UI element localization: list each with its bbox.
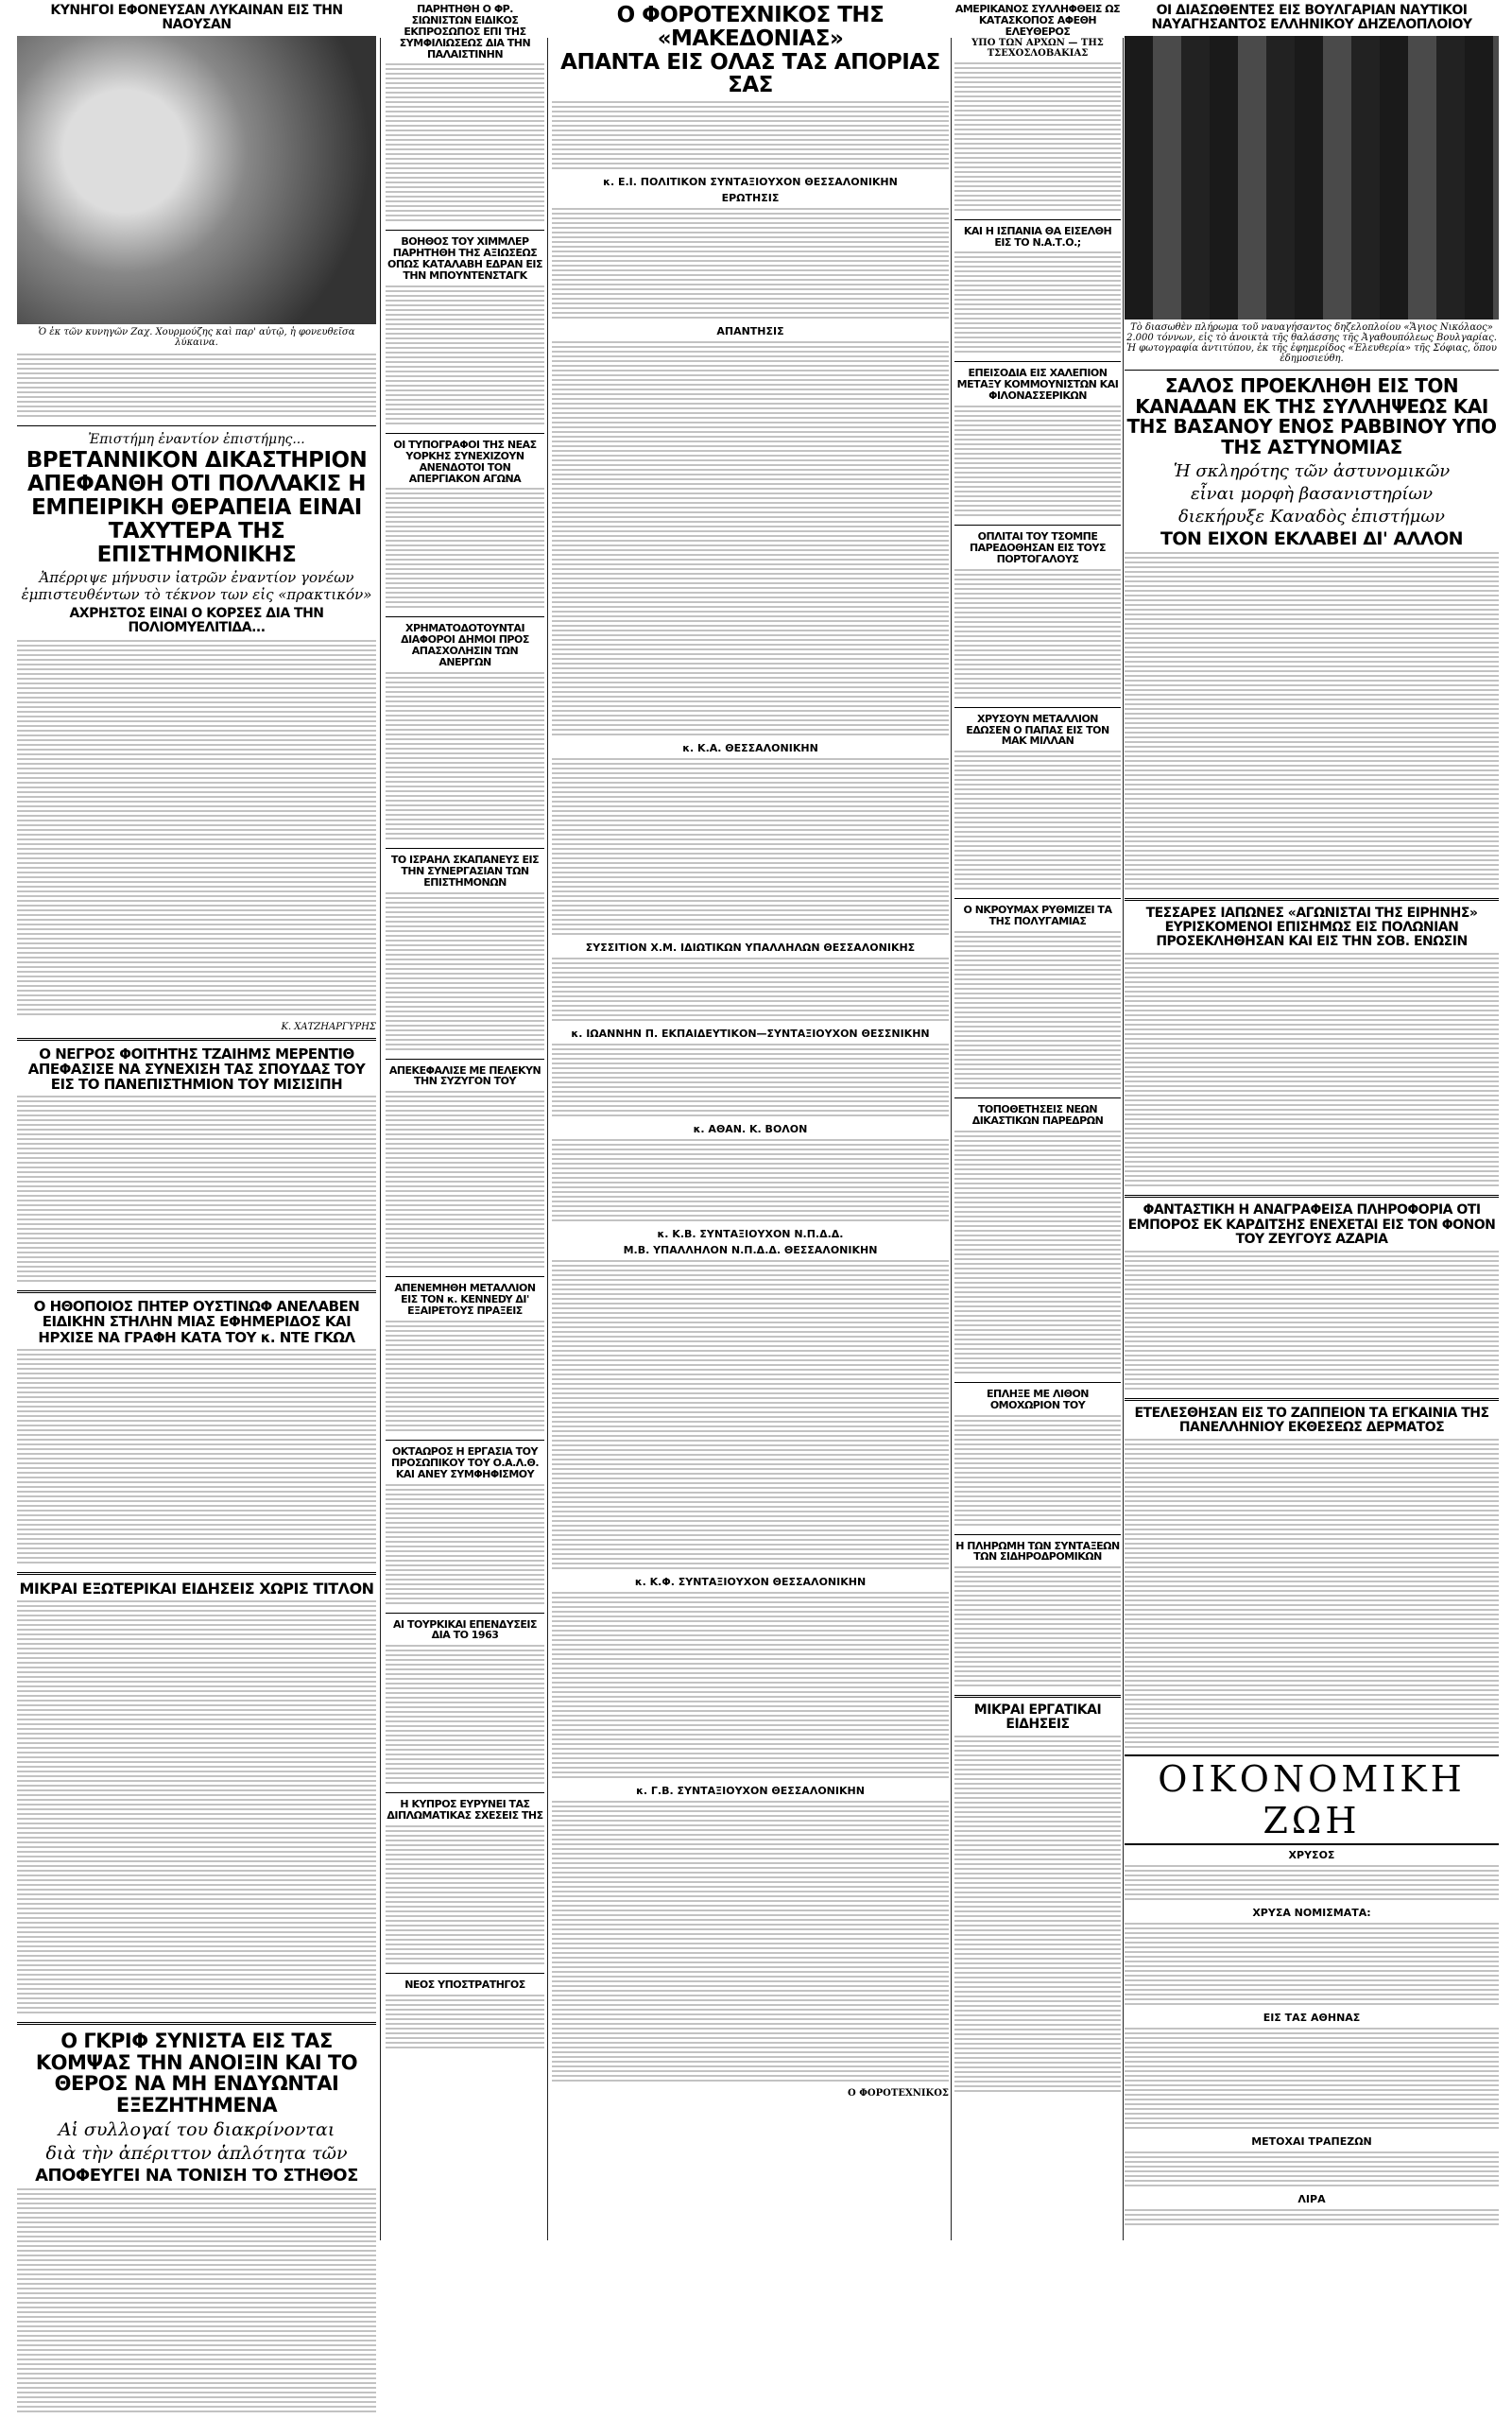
headline-wolf: ΚΥΝΗΓΟΙ ΕΦΟΝΕΥΣΑΝ ΛΥΚΑΙΝΑΝ ΕΙΣ ΤΗΝ ΝΑΟΥΣΑΝ: [50, 3, 343, 33]
headline-court-sub: Ἀπέρριψε μήνυσιν ἰατρῶν ἐναντίον γονέων ἐμπιστευθέντων τὸ τέκνον των εἰς «πρακτικόν»: [21, 569, 372, 604]
column-2: [386, 0, 544, 2055]
headline-israel: ΤΟ ΙΣΡΑΗΛ ΣΚΑΠΑΝΕΥΣ ΕΙΣ ΤΗΝ ΣΥΝΕΡΓΑΣΙΑΝ ΤΩΝ ΕΠΙΣΤΗΜΟΝΩΝ: [390, 853, 540, 889]
article-text: [17, 1349, 376, 1566]
market-text: [1125, 1865, 1499, 1903]
tax-table: [552, 341, 949, 738]
headline-court: ΒΡΕΤΑΝΝΙΚΟΝ ΔΙΚΑΣΤΗΡΙΟΝ ΑΠΕΦΑΝΘΗ ΟΤΙ ΠΟΛΛΑΚΙΣ Η ΕΜΠΕΙΡΙΚΗ ΘΕΡΑΠΕΙΑ ΕΙΝΑΙ ΤΑΧΥΤΕΡΑ ΤΗΣ ΕΠΙΣΤΗΜΟΝΙΚΗΣ: [26, 448, 368, 567]
article-text: [552, 208, 949, 321]
article-text: [17, 2188, 376, 2415]
article-text: [386, 285, 544, 427]
kicker: Ἐπιστήμη ἐναντίον ἐπιστήμης...: [88, 432, 305, 448]
headline-cyprus: Η ΚΥΠΡΟΣ ΕΥΡΥΝΕΙ ΤΑΣ ΔΙΠΛΩΜΑΤΙΚΑΣ ΣΧΕΣΕΙΣ ΤΗΣ: [387, 1798, 543, 1823]
market-text: [1125, 1923, 1499, 2008]
article-text: [954, 1566, 1121, 1689]
article-text: [954, 1131, 1121, 1376]
headline-spy: ΑΜΕΡΙΚΑΝΟΣ ΣΥΛΛΗΦΘΕΙΣ ΩΣ ΚΑΤΑΣΚΟΠΟΣ ΑΦΕΘΗ ΕΛΕΥΘΕΡΟΣ: [954, 3, 1121, 38]
article-text: [954, 62, 1121, 214]
article-text: [386, 1825, 544, 1967]
section-heading: ΜΕΤΟΧΑΙ ΤΡΑΠΕΖΩΝ: [1251, 2134, 1372, 2148]
article-text: [386, 1995, 544, 2051]
headline-japanese: ΤΕΣΣΑΡΕΣ ΙΑΠΩΝΕΣ «ΑΓΩΝΙΣΤΑΙ ΤΗΣ ΕΙΡΗΝΗΣ» ΕΥΡΙΣΚΟΜΕΝΟΙ ΕΠΙΣΗΜΩΣ ΕΙΣ ΠΟΛΩΝΙΑΝ ΠΡΟΣΕΚΛΗΘΗΣΑΝ ΚΑΙ ΕΙΣ ΤΗΝ ΣΟΒ. ΕΝΩΣΙΝ: [1145, 906, 1478, 950]
section-heading: κ. Κ.Α. ΘΕΣΣΑΛΟΝΙΚΗΝ: [682, 742, 818, 755]
headline-spain: ΚΑΙ Η ΙΣΠΑΝΙΑ ΘΑ ΕΙΣΕΛΘΗ ΕΙΣ ΤΟ Ν.Α.Τ.Ο.;: [963, 224, 1112, 249]
headline-griff: Ο ΓΚΡΙΦ ΣΥΝΙΣΤΑ ΕΙΣ ΤΑΣ ΚΟΜΨΑΣ ΤΗΝ ΑΝΟΙΞΙΝ ΚΑΙ ΤΟ ΘΕΡΟΣ ΝΑ ΜΗ ΕΝΔΥΩΝΤΑΙ ΕΞΕΖΗΤΗΜΕΝΑ: [35, 2029, 358, 2117]
market-text: [1125, 2209, 1499, 2228]
label-answer: ΑΠΑΝΤΗΣΙΣ: [716, 325, 784, 338]
headline-tshombe: ΟΠΛΙΤΑΙ ΤΟΥ ΤΣΟΜΠΕ ΠΑΡΕΔΟΘΗΣΑΝ ΕΙΣ ΤΟΥΣ ΠΟΡΤΟΓΑΛΟΥΣ: [969, 530, 1107, 565]
label-question: ΕΡΩΤΗΣΙΣ: [721, 192, 780, 205]
masthead-economy: ΟΙΚΟΝΟΜΙΚΗ ΖΩΗ: [1125, 1754, 1499, 1845]
tax-table: [552, 1801, 949, 2084]
byline: Κ. ΧΑΤΖΗΑΡΓΥΡΗΣ: [281, 1021, 376, 1032]
headline-stone: ΕΠΛΗΞΕ ΜΕ ΛΙΘΟΝ ΟΜΟΧΩΡΙΟΝ ΤΟΥ: [986, 1387, 1090, 1411]
article-text: [954, 751, 1121, 892]
headline-griff-sub1: Αἱ συλλογαί του διακρίνονται: [58, 2118, 335, 2140]
photo-caption: Τὸ διασωθὲν πλήρωμα τοῦ ναυαγήσαντος δηζελοπλοίου «Ἅγιος Νικόλαος» 2.000 τόννων, εἰς τὸ ἀνοικτὰ τῆς θαλάσσης τῆς Ἀγαθουπόλεως Βουλγαρίας. Ἡ φωτογραφία ἀντιτύπου, ἐκ τῆς ἐφημερίδος «Ἐλευθερία» τῆς Σόφιας, ὅπου ἐδημοσιεύθη.: [1126, 322, 1497, 365]
headline-corset: ΑΧΡΗΣΤΟΣ ΕΙΝΑΙ Ο ΚΟΡΣΕΣ ΔΙΑ ΤΗΝ ΠΟΛΙΟΜΥΕΛΙΤΙΔΑ...: [69, 606, 324, 636]
section-heading: κ. Κ.Β. ΣΥΝΤΑΞΙΟΥΧΟΝ Ν.Π.Δ.Δ.: [657, 1228, 844, 1241]
tax-table: [552, 1260, 949, 1572]
article-text: [386, 672, 544, 842]
market-text: [1125, 2151, 1499, 2189]
headline-brief-news: ΜΙΚΡΑΙ ΕΞΩΤΕΡΙΚΑΙ ΕΙΔΗΣΕΙΣ ΧΩΡΙΣ ΤΙΤΛΟΝ: [19, 1579, 374, 1598]
headline-tax-answers: ΑΠΑΝΤΑ ΕΙΣ ΟΛΑΣ ΤΑΣ ΑΠΟΡΙΑΣ ΣΑΣ: [560, 49, 940, 98]
headline-aleppo: ΕΠΕΙΣΟΔΙΑ ΕΙΣ ΧΑΛΕΠΙΟΝ ΜΕΤΑΞΥ ΚΟΜΜΟΥΝΙΣΤΩΝ ΚΑΙ ΦΙΛΟΝΑΣΣΕΡΙΚΩΝ: [956, 367, 1119, 403]
section-heading: ΣΥΣΣΙΤΙΟΝ Χ.Μ. ΙΔΙΩΤΙΚΩΝ ΥΠΑΛΛΗΛΩΝ ΘΕΣΣΑΛΟΝΙΚΗΣ: [585, 942, 916, 955]
column-3: [552, 0, 949, 2100]
column-rule: [1123, 38, 1124, 2240]
headline-labor: ΜΙΚΡΑΙ ΕΡΓΑΤΙΚΑΙ ΕΙΔΗΣΕΙΣ: [973, 1702, 1102, 1733]
column-4: [954, 0, 1121, 2099]
section-heading: ΕΙΣ ΤΑΣ ΑΘΗΝΑΣ: [1263, 2011, 1361, 2024]
article-text: [386, 1645, 544, 1787]
article-text: [17, 1600, 376, 2016]
article-text: [386, 892, 544, 1053]
headline-tax-advisor: Ο ΦΟΡΟΤΕΧΝΙΚΟΣ ΤΗΣ «ΜΑΚΕΔΟΝΙΑΣ»: [616, 3, 885, 51]
headline-pope: ΧΡΥΣΟΥΝ ΜΕΤΑΛΛΙΟΝ ΕΔΩΣΕΝ Ο ΠΑΠΑΣ ΕΙΣ ΤΟΝ ΜΑΚ ΜΙΛΛΑΝ: [966, 712, 1109, 748]
photo-hunter: [17, 36, 376, 324]
column-rule: [380, 38, 381, 2240]
headline-rabbi-sub2: εἶναι μορφὴ βασανιστηρίων: [1190, 483, 1434, 504]
headline-zionist: ΠΑΡΗΤΗΘΗ Ο ΦΡ. ΣΙΩΝΙΣΤΩΝ ΕΙΔΙΚΟΣ ΕΚΠΡΟΣΩΠΟΣ ΕΠΙ ΤΗΣ ΣΥΜΦΙΛΙΩΣΕΩΣ ΔΙΑ ΤΗΝ ΠΑΛΑΙΣΤΙΝΗΝ: [399, 3, 531, 60]
byline: Ο ΦΟΡΟΤΕΧΝΙΚΟΣ: [848, 2088, 949, 2099]
column-rule: [547, 38, 548, 2240]
section-heading: κ. Γ.Β. ΣΥΝΤΑΞΙΟΥΧΟΝ ΘΕΣΣΑΛΟΝΙΚΗΝ: [636, 1785, 865, 1798]
section-heading: ΛΙΡΑ: [1297, 2192, 1326, 2205]
article-text: [552, 1139, 949, 1224]
article-text: [386, 1484, 544, 1607]
headline-typographers: ΟΙ ΤΥΠΟΓΡΑΦΟΙ ΤΗΣ ΝΕΑΣ ΥΟΡΚΗΣ ΣΥΝΕΧΙΖΟΥΝ ΑΝΕΝΔΟΤΟΙ ΤΟΝ ΑΠΕΡΓΙΑΚΟΝ ΑΓΩΝΑ: [393, 438, 537, 485]
article-text: [552, 958, 949, 1024]
article-text: [552, 101, 949, 172]
photo-sailors: [1125, 36, 1499, 320]
headline-municipalities: ΧΡΗΜΑΤΟΔΟΤΟΥΝΤΑΙ ΔΙΑΦΟΡΟΙ ΔΗΜΟΙ ΠΡΟΣ ΑΠΑΣΧΟΛΗΣΙΝ ΤΩΝ ΑΝΕΡΓΩΝ: [401, 622, 529, 668]
article-text: [954, 1415, 1121, 1529]
section-heading: Μ.Β. ΥΠΑΛΛΗΛΟΝ Ν.Π.Δ.Δ. ΘΕΣΣΑΛΟΝΙΚΗΝ: [623, 1244, 878, 1257]
headline-karditsa: ΦΑΝΤΑΣΤΙΚΗ Η ΑΝΑΓΡΑΦΕΙΣΑ ΠΛΗΡΟΦΟΡΙΑ ΟΤΙ ΕΜΠΟΡΟΣ ΕΚ ΚΑΡΔΙΤΣΗΣ ΕΝΕΧΕΤΑΙ ΕΙΣ ΤΟΝ ΦΟΝΟΝ ΤΟΥ ΖΕΥΓΟΥΣ ΑΖΑΡΙΑ: [1127, 1202, 1496, 1247]
article-text: [386, 1321, 544, 1434]
article-text: [386, 1091, 544, 1270]
headline-turkish: ΑΙ ΤΟΥΡΚΙΚΑΙ ΕΠΕΝΔΥΣΕΙΣ ΔΙΑ ΤΟ 1963: [393, 1617, 537, 1642]
headline-oalth: ΟΚΤΑΩΡΟΣ Η ΕΡΓΑΣΙΑ ΤΟΥ ΠΡΟΣΩΠΙΚΟΥ ΤΟΥ Ο.Α.Λ.Θ. ΚΑΙ ΑΝΕΥ ΣΥΜΦΗΦΙΣΜΟΥ: [390, 1444, 540, 1480]
article-text: [954, 251, 1121, 355]
headline-griff-sub2: διὰ τὴν ἀπέριττον ἁπλότητα τῶν: [45, 2142, 348, 2164]
article-text: [552, 1044, 949, 1119]
headline-general: ΝΕΟΣ ΥΠΟΣΤΡΑΤΗΓΟΣ: [404, 1978, 525, 1991]
article-text: [1125, 1251, 1499, 1392]
headline-himmler: ΒΟΗΘΟΣ ΤΟΥ ΧΙΜΜΛΕΡ ΠΑΡΗΤΗΘΗ ΤΗΣ ΑΞΙΩΣΕΩΣ ΟΠΩΣ ΚΑΤΑΛΑΒΗ ΕΔΡΑΝ ΕΙΣ ΤΗΝ ΜΠΟΥΝΤΕΝΣΤΑΓΚ: [387, 235, 542, 282]
article-text: [552, 758, 949, 938]
section-heading: ΧΡΥΣΑ ΝΟΜΙΣΜΑΤΑ:: [1252, 1906, 1371, 1919]
section-heading: κ. ΑΘΑΝ. Κ. ΒΟΛΟΝ: [693, 1123, 808, 1136]
market-text: [1125, 2028, 1499, 2132]
article-text: [1125, 1439, 1499, 1751]
column-1: [17, 0, 376, 2419]
tax-table: [552, 1592, 949, 1781]
headline-griff-sub3: ΑΠΟΦΕΥΓΕΙ ΝΑ ΤΟΝΙΣΗ ΤΟ ΣΤΗΘΟΣ: [35, 2165, 358, 2186]
headline-sailors: ΟΙ ΔΙΑΣΩΘΕΝΤΕΣ ΕΙΣ ΒΟΥΛΓΑΡΙΑΝ ΝΑΥΤΙΚΟΙ ΝΑΥΑΓΗΣΑΝΤΟΣ ΕΛΛΗΝΙΚΟΥ ΔΗΖΕΛΟΠΛΟΙΟΥ: [1151, 3, 1472, 33]
headline-railway: Η ΠΛΗΡΩΜΗ ΤΩΝ ΣΥΝΤΑΞΕΩΝ ΤΩΝ ΣΙΔΗΡΟΔΡΟΜΙΚΩΝ: [955, 1539, 1120, 1564]
headline-rabbi-sub3: διεκήρυξε Καναδὸς ἐπιστήμων: [1177, 506, 1446, 527]
article-text: [954, 1736, 1121, 2095]
article-text: [17, 640, 376, 1018]
headline-kennedy: ΑΠΕΝΕΜΗΘΗ ΜΕΤΑΛΛΙΟΝ ΕΙΣ ΤΟΝ κ. KENNEDY ΔΙ' ΕΞΑΙΡΕΤΟΥΣ ΠΡΑΞΕΙΣ: [394, 1282, 536, 1317]
article-text: [17, 1096, 376, 1285]
headline-rabbi-sub1: Ἡ σκληρότης τῶν ἀστυνομικῶν: [1173, 460, 1451, 481]
headline-judges: ΤΟΠΟΘΕΤΗΣΕΙΣ ΝΕΩΝ ΔΙΚΑΣΤΙΚΩΝ ΠΑΡΕΔΡΩΝ: [971, 1103, 1104, 1127]
headline-spy-sub: ΥΠΟ ΤΩΝ ΑΡΧΩΝ — ΤΗΣ ΤΣΕΧΟΣΛΟΒΑΚΙΑΣ: [971, 37, 1104, 59]
article-text: [1125, 953, 1499, 1189]
section-heading: ΧΡΥΣΟΣ: [1288, 1848, 1335, 1861]
article-text: [17, 354, 376, 420]
section-heading: κ. ΙΩΑΝΝΗΝ Π. ΕΚΠΑΙΔΕΥΤΙΚΟΝ—ΣΥΝΤΑΞΙΟΥΧΟΝ ΘΕΣΣΝΙΚΗΝ: [571, 1028, 930, 1041]
article-text: [954, 569, 1121, 701]
photo-caption: Ὁ ἐκ τῶν κυνηγῶν Ζαχ. Χουρμούζης καὶ παρ' αὐτῷ, ἡ φονευθεῖσα λύκαινα.: [38, 327, 355, 349]
headline-nkrumah: Ο ΝΚΡΟΥΜΑΧ ΡΥΘΜΙΖΕΙ ΤΑ ΤΗΣ ΠΟΛΥΓΑΜΙΑΣ: [963, 904, 1112, 928]
article-text: [386, 63, 544, 224]
headline-rabbi-sub4: ΤΟΝ ΕΙΧΟΝ ΕΚΛΑΒΕΙ ΔΙ' ΑΛΛΟΝ: [1160, 527, 1464, 549]
column-rule: [951, 38, 952, 2240]
article-text: [386, 488, 544, 611]
section-heading: κ. Κ.Φ. ΣΥΝΤΑΞΙΟΥΧΟΝ ΘΕΣΣΑΛΟΝΙΚΗΝ: [634, 1576, 867, 1589]
headline-ustinov: Ο ΗΘΟΠΟΙΟΣ ΠΗΤΕΡ ΟΥΣΤΙΝΩΦ ΑΝΕΛΑΒΕΝ ΕΙΔΙΚΗΝ ΣΤΗΛΗΝ ΜΙΑΣ ΕΦΗΜΕΡΙΔΟΣ ΚΑΙ ΗΡΧΙΣΕ ΝΑ ΓΡΑΦΗ ΚΑΤΑ ΤΟΥ κ. ΝΤΕ ΓΚΩΛ: [33, 1298, 360, 1346]
headline-meredith: Ο ΝΕΓΡΟΣ ΦΟΙΤΗΤΗΣ ΤΖΑΙΗΜΣ ΜΕΡΕΝΤΙΘ ΑΠΕΦΑΣΙΣΕ ΝΑ ΣΥΝΕΧΙΣΗ ΤΑΣ ΣΠΟΥΔΑΣ ΤΟΥ ΕΙΣ ΤΟ ΠΑΝΕΠΙΣΤΗΜΙΟΝ ΤΟΥ ΜΙΣΙΣΙΠΗ: [27, 1045, 366, 1093]
headline-axe: ΑΠΕΚΕΦΑΛΙΣΕ ΜΕ ΠΕΛΕΚΥΝ ΤΗΝ ΣΥΖΥΓΟΝ ΤΟΥ: [388, 1063, 541, 1088]
article-text: [954, 931, 1121, 1092]
section-heading: κ. Ε.Ι. ΠΟΛΙΤΙΚΟΝ ΣΥΝΤΑΞΙΟΥΧΟΝ ΘΕΣΣΑΛΟΝΙΚΗΝ: [603, 176, 898, 189]
article-text: [954, 406, 1121, 519]
column-5: [1125, 0, 1499, 2232]
headline-zappeion: ΕΤΕΛΕΣΘΗΣΑΝ ΕΙΣ ΤΟ ΖΑΠΠΕΙΟΝ ΤΑ ΕΓΚΑΙΝΙΑ ΤΗΣ ΠΑΝΕΛΛΗΝΙΟΥ ΕΚΘΕΣΕΩΣ ΔΕΡΜΑΤΟΣ: [1134, 1405, 1489, 1435]
headline-rabbi: ΣΑΛΟΣ ΠΡΟΕΚΛΗΘΗ ΕΙΣ ΤΟΝ ΚΑΝΑΔΑΝ ΕΚ ΤΗΣ ΣΥΛΛΗΨΕΩΣ ΚΑΙ ΤΗΣ ΒΑΣΑΝΟΥ ΕΝΟΣ ΡΑΒΒΙΝΟΥ ΥΠΟ ΤΗΣ ΑΣΤΥΝΟΜΙΑΣ: [1126, 374, 1497, 458]
article-text: [1125, 552, 1499, 892]
